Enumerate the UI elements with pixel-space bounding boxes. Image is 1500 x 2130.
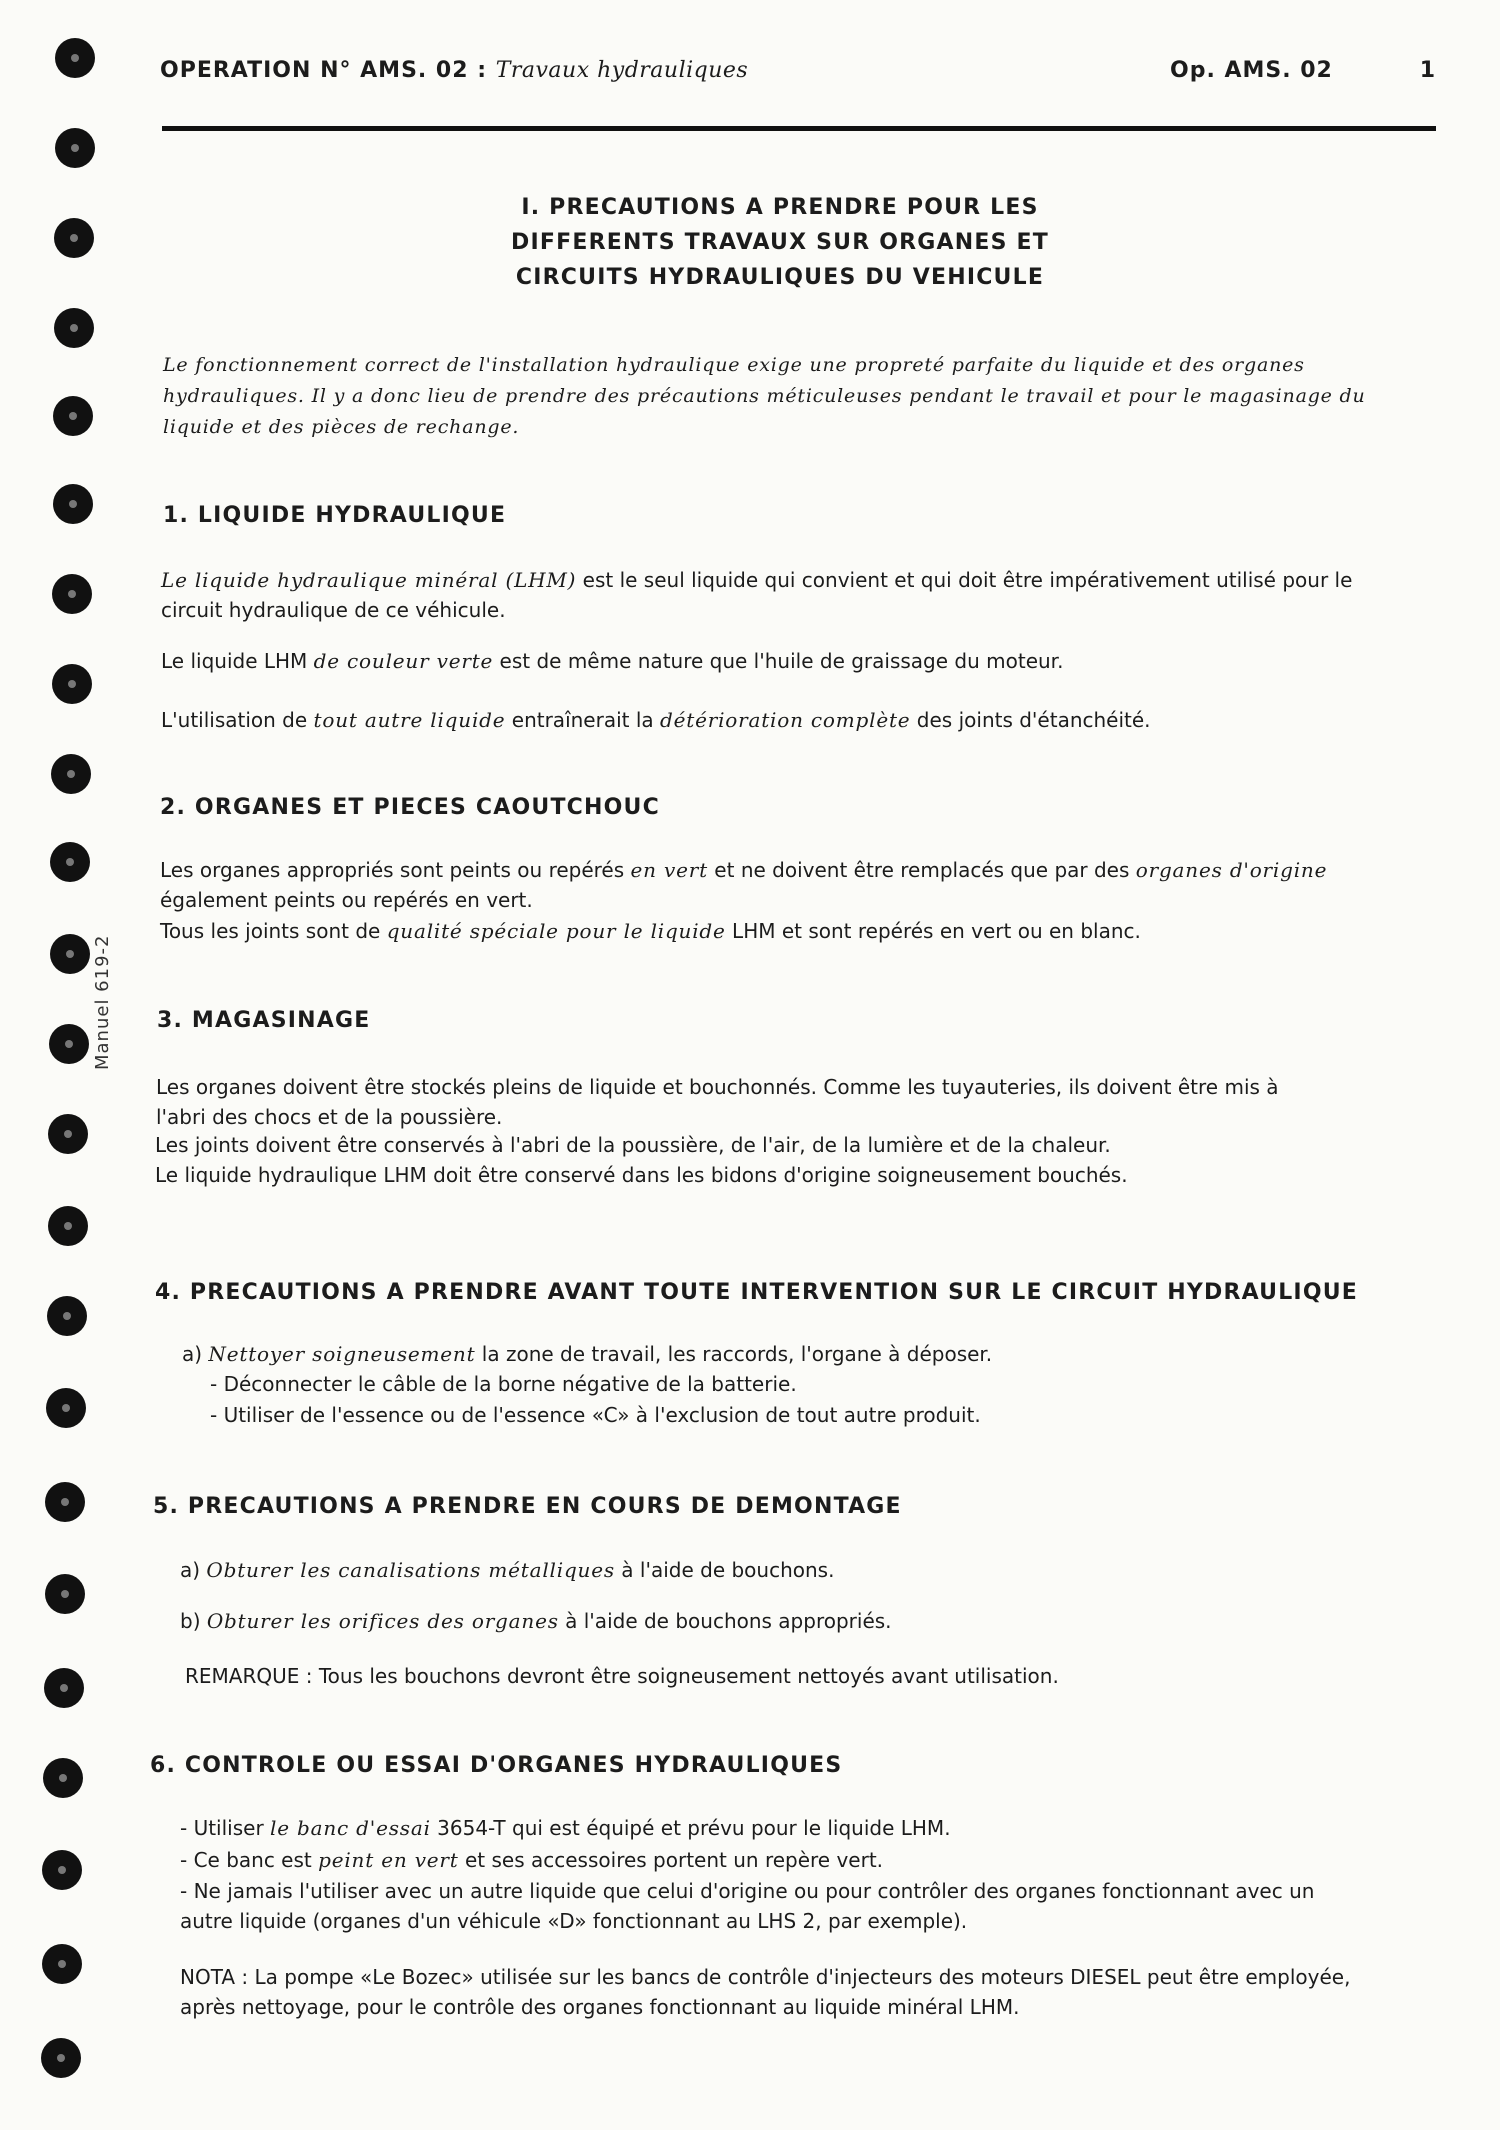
binder-hole <box>54 308 94 348</box>
page-number: 1 <box>1419 58 1435 83</box>
page-header <box>160 58 1435 88</box>
binder-hole <box>55 128 95 168</box>
section-5-remark: REMARQUE : Tous les bouchons devront être soigneusement nettoyés avant utilisation. <box>185 1664 1059 1688</box>
section-2-paragraph-2: Tous les joints sont de qualité spéciale pour le liquide LHM et sont repérés en vert ou en blanc. <box>160 919 1141 943</box>
section-1-title: 1. LIQUIDE HYDRAULIQUE <box>163 503 507 528</box>
binder-hole <box>52 574 92 614</box>
section-5-item-a: a) Obturer les canalisations métalliques à l'aide de bouchons. <box>180 1558 835 1582</box>
section-1-paragraph-2: Le liquide LHM de couleur verte est de même nature que l'huile de graissage du moteur. <box>161 649 1064 673</box>
binder-hole <box>55 38 95 78</box>
section-5-title: 5. PRECAUTIONS A PRENDRE EN COURS DE DEMONTAGE <box>153 1494 902 1519</box>
binder-hole <box>44 1668 84 1708</box>
binder-hole <box>49 1024 89 1064</box>
binder-hole <box>48 1206 88 1246</box>
binder-hole <box>42 1850 82 1890</box>
section-2-paragraph-1: Les organes appropriés sont peints ou repérés en vert et ne doivent être remplacés que par des organes d'origine également peints ou repérés en vert. <box>160 858 1328 912</box>
binder-hole <box>43 1758 83 1798</box>
binder-holes <box>0 0 100 2130</box>
header-rule <box>162 126 1436 131</box>
binder-hole <box>53 484 93 524</box>
binder-hole <box>45 1574 85 1614</box>
section-3-paragraph-1: Les organes doivent être stockés pleins de liquide et bouchonnés. Comme les tuyauteries, ils doivent être mis à l'abri des chocs et de la poussière. <box>156 1075 1279 1129</box>
section-2-title: 2. ORGANES ET PIECES CAOUTCHOUC <box>160 795 660 820</box>
section-5-item-b: b) Obturer les orifices des organes à l'aide de bouchons appropriés. <box>180 1609 892 1633</box>
section-4-item-a: a) Nettoyer soigneusement la zone de travail, les raccords, l'organe à déposer. <box>182 1342 993 1366</box>
section-6-list-1: - Utiliser le banc d'essai 3654-T qui est équipé et prévu pour le liquide LHM. <box>180 1816 951 1840</box>
operation-subject: Travaux hydrauliques <box>495 58 749 83</box>
section-1-paragraph-1: Le liquide hydraulique minéral (LHM) est le seul liquide qui convient et qui doit être impérativement utilisé pour le circuit hydraulique de ce véhicule. <box>161 568 1353 622</box>
section-6-list-2: - Ce banc est peint en vert et ses accessoires portent un repère vert. <box>180 1848 884 1872</box>
title-line: CIRCUITS HYDRAULIQUES DU VEHICULE <box>515 265 1045 290</box>
section-4-dash-2: - Utiliser de l'essence ou de l'essence «C» à l'exclusion de tout autre produit. <box>210 1403 981 1427</box>
binder-hole <box>45 1482 85 1522</box>
binder-hole <box>50 842 90 882</box>
section-6-title: 6. CONTROLE OU ESSAI D'ORGANES HYDRAULIQUES <box>150 1753 843 1778</box>
operation-number: OPERATION N° AMS. 02 : <box>160 58 488 83</box>
binder-hole <box>46 1388 86 1428</box>
manual-reference: Manuel 619-2 <box>92 934 113 1070</box>
binder-hole <box>54 218 94 258</box>
section-6-nota: NOTA : La pompe «Le Bozec» utilisée sur les bancs de contrôle d'injecteurs des moteurs DIESEL peut être employée, après nettoyage, pour le contrôle des organes fonctionnant au liquide minéral LHM. <box>180 1965 1351 2019</box>
binder-hole <box>42 1944 82 1984</box>
binder-hole <box>41 2038 81 2078</box>
binder-hole <box>51 754 91 794</box>
section-3-paragraph-3: Le liquide hydraulique LHM doit être conservé dans les bidons d'origine soigneusement bouchés. <box>155 1163 1128 1187</box>
binder-hole <box>47 1296 87 1336</box>
section-4-dash-1: - Déconnecter le câble de la borne négative de la batterie. <box>210 1372 797 1396</box>
section-6-list-3: - Ne jamais l'utiliser avec un autre liquide que celui d'origine ou pour contrôler des organes fonctionnant avec un autre liquide (organes d'un véhicule «D» fonctionnant au LHS 2, par exemple). <box>180 1879 1315 1933</box>
main-title <box>430 190 1130 295</box>
binder-hole <box>48 1114 88 1154</box>
binder-hole <box>53 396 93 436</box>
operation-code: Op. AMS. 02 <box>1170 58 1333 83</box>
section-3-title: 3. MAGASINAGE <box>157 1008 371 1033</box>
section-3-paragraph-2: Les joints doivent être conservés à l'abri de la poussière, de l'air, de la lumière et de la chaleur. <box>155 1133 1111 1157</box>
section-1-paragraph-3: L'utilisation de tout autre liquide entraînerait la détérioration complète des joints d'étanchéité. <box>161 708 1151 732</box>
section-4-title: 4. PRECAUTIONS A PRENDRE AVANT TOUTE INTERVENTION SUR LE CIRCUIT HYDRAULIQUE <box>155 1280 1359 1305</box>
title-line: I. PRECAUTIONS A PRENDRE POUR LES <box>521 195 1039 220</box>
binder-hole <box>52 664 92 704</box>
title-line: DIFFERENTS TRAVAUX SUR ORGANES ET <box>511 230 1049 255</box>
intro-paragraph: Le fonctionnement correct de l'installation hydraulique exige une propreté parfaite du liquide et des organes hydrauliques. Il y a donc lieu de prendre des précautions méticuleuses pendant le travail et pour le magasinage du liquide et des pièces de rechange. <box>163 354 1366 438</box>
binder-hole <box>50 934 90 974</box>
operation-title <box>160 58 748 83</box>
